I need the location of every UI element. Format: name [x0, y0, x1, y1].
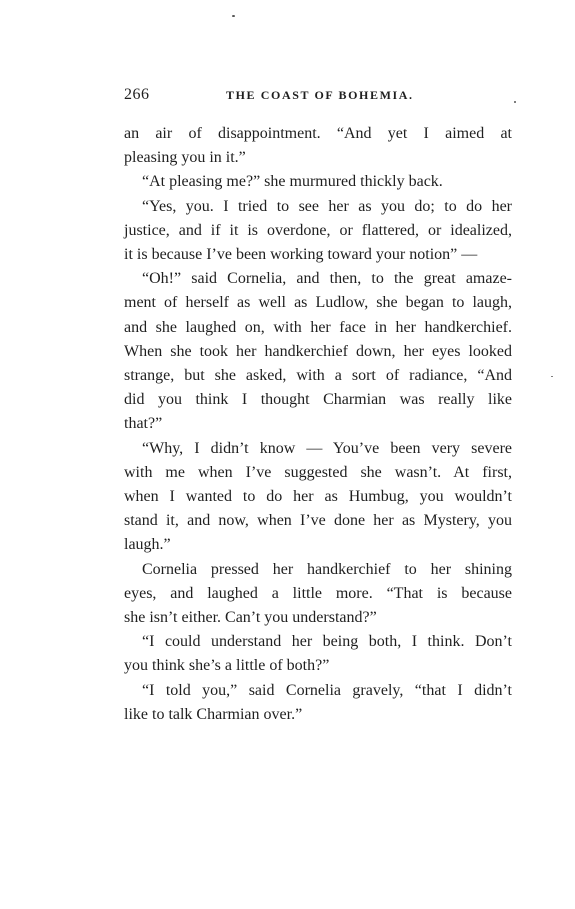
- text-line: you think she’s a little of both?”: [124, 657, 330, 675]
- text-line: “Yes, you. I tried to see her as you do; to do her: [142, 197, 512, 215]
- text-line: it is because I’ve been working toward your notion” —: [124, 246, 478, 264]
- body-text: [124, 122, 512, 727]
- page-speck: [514, 101, 516, 103]
- text-line: an air of disappointment. “And yet I aimed at: [124, 125, 512, 142]
- page-number: 266: [124, 86, 150, 103]
- text-line: did you think I thought Charmian was really like: [124, 391, 512, 409]
- text-line: pleasing you in it.”: [124, 149, 246, 167]
- text-line: and she laughed on, with her face in her handkerchief.: [124, 318, 512, 336]
- text-line: laugh.”: [124, 536, 171, 554]
- text-line: “Oh!” said Cornelia, and then, to the great amaze-: [142, 270, 512, 288]
- text-line: ment of herself as well as Ludlow, she began to laugh,: [124, 294, 512, 312]
- text-line: like to talk Charmian over.”: [124, 705, 303, 723]
- page-speck: [232, 15, 235, 17]
- text-line: she isn’t either. Can’t you understand?”: [124, 609, 377, 627]
- text-line: strange, but she asked, with a sort of radiance, “And: [124, 367, 512, 385]
- text-line: “Why, I didn’t know — You’ve been very severe: [142, 439, 512, 457]
- text-line: justice, and if it is overdone, or flattered, or idealized,: [124, 221, 512, 239]
- text-line: Cornelia pressed her handkerchief to her shining: [142, 560, 512, 578]
- text-line: with me when I’ve suggested she wasn’t. At first,: [124, 463, 512, 481]
- text-line: When she took her handkerchief down, her eyes looked: [124, 342, 512, 360]
- text-line: that?”: [124, 415, 163, 433]
- text-line: “I told you,” said Cornelia gravely, “that I didn’t: [142, 681, 512, 699]
- text-line: eyes, and laughed a little more. “That is because: [124, 584, 512, 602]
- running-title: THE COAST OF BOHEMIA.: [226, 88, 414, 102]
- text-line: “At pleasing me?” she murmured thickly back.: [142, 173, 443, 191]
- running-head: [124, 86, 512, 106]
- text-line: “I could understand her being both, I think. Don’t: [142, 633, 512, 651]
- text-line: when I wanted to do her as Humbug, you wouldn’t: [124, 488, 512, 506]
- text-line: stand it, and now, when I’ve done her as Mystery, you: [124, 512, 512, 530]
- page-speck: [551, 376, 553, 377]
